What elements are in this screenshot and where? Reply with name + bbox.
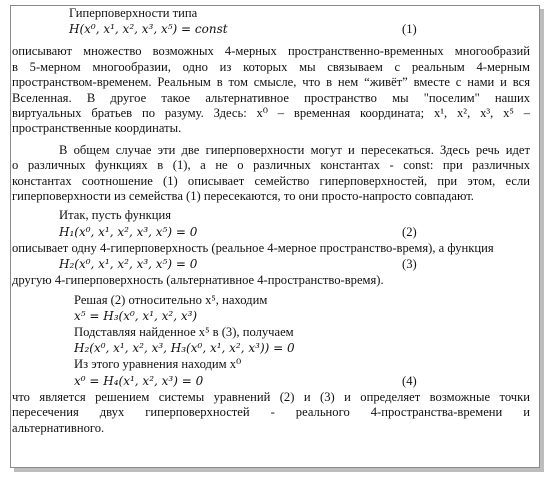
solve-text: Решая (2) относительно x⁵, находим bbox=[74, 292, 268, 307]
equation-substituted-formula: H₂(x⁰, x¹, x², x³, H₃(x⁰, x¹, x², x³)) = 0 bbox=[74, 341, 295, 356]
equation-2 bbox=[12, 224, 530, 241]
para1-line-5: виртуальных братьев по разуму. Здесь: x⁰ – временная координата; x¹, x², x³, x⁵ – bbox=[12, 105, 530, 120]
para1-line-3: пространством-временем. Реальным в том смысле, что в нем “живёт” вместе с нами и вся bbox=[12, 75, 530, 90]
equation-x5 bbox=[12, 308, 530, 325]
equation-3 bbox=[12, 256, 530, 273]
equation-4-formula: x⁰ = H₄(x¹, x², x³) = 0 bbox=[74, 373, 204, 388]
substitute-text: Подставляя найденное x⁵ в (3), получаем bbox=[74, 324, 294, 339]
equation-x5-formula: x⁵ = H₃(x⁰, x¹, x², x³) bbox=[74, 308, 198, 323]
para2-line-3: константах соотношение (1) описывает семейство гиперповерхностей, при этом, если bbox=[12, 173, 530, 188]
equation-substituted bbox=[12, 340, 530, 357]
let-function-text: Итак, пусть функция bbox=[59, 208, 172, 223]
para2-line-2: о различных функциях в (1), а не о различных константах - const: при различных bbox=[12, 158, 530, 173]
equation-2-number: (2) bbox=[402, 224, 417, 239]
conclusion-line-1: что является решением системы уравнений (2) и (3) и определяет возможные точки bbox=[12, 389, 530, 404]
intro-text: Гиперповерхности типа bbox=[69, 6, 198, 20]
para1-line-2: в 5-мерном многообразии, одно из которых мы связываем с реальным 4-мерным bbox=[12, 59, 530, 74]
equation-1-formula: H(x⁰, x¹, x², x³, x⁵) = const bbox=[69, 22, 228, 37]
after-eq2-text: описывает одну 4-гиперповерхность (реальное 4-мерное пространство-время), а функция bbox=[12, 240, 494, 255]
find-x0-text: Из этого уравнения находим x⁰ bbox=[74, 357, 242, 372]
para2-line-1: В общем случае эти две гиперповерхности могут и пересекаться. Здесь речь идет bbox=[59, 142, 530, 157]
equation-1-number: (1) bbox=[402, 22, 417, 37]
para1-line-6: пространственные координаты. bbox=[12, 121, 182, 136]
para2-line-4: гиперповерхности из семейства (1) пересекаются, то они просто-напросто совпадают. bbox=[12, 188, 474, 203]
equation-1 bbox=[12, 21, 530, 38]
after-eq3-text: другую 4-гиперповерхность (альтернативное 4-пространство-время). bbox=[12, 273, 384, 288]
conclusion-line-2: пересечения двух гиперповерхностей - реального 4-пространства-времени и bbox=[12, 405, 530, 420]
equation-3-formula: H₂(x⁰, x¹, x², x³, x⁵) = 0 bbox=[59, 257, 198, 272]
equation-4 bbox=[12, 373, 530, 390]
equation-2-formula: H₁(x⁰, x¹, x², x³, x⁵) = 0 bbox=[59, 224, 198, 239]
para1-line-4: Вселенная. В другое такое альтернативное пространство мы "поселим" наших bbox=[12, 90, 530, 105]
conclusion-line-3: альтернативного. bbox=[12, 420, 105, 435]
document-body bbox=[12, 6, 530, 436]
para1-line-1: описывают множество возможных 4-мерных пространственно-временных многообразий bbox=[12, 44, 530, 59]
equation-4-number: (4) bbox=[402, 373, 417, 388]
equation-3-number: (3) bbox=[402, 257, 417, 272]
